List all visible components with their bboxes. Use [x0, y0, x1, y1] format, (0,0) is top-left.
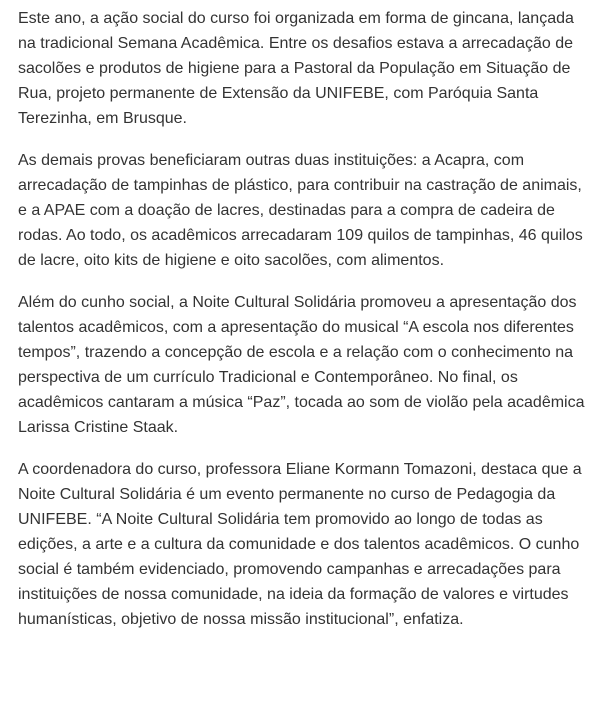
text-line: UNIFEBE. “A Noite Cultural Solidária tem promovido ao longo de todas as — [18, 511, 543, 528]
text-line: instituições de nossa comunidade, na ideia da formação de valores e virtudes — [18, 586, 569, 603]
text-line: Rua, projeto permanente de Extensão da UNIFEBE, com Paróquia Santa — [18, 85, 539, 102]
text-line: tempos”, trazendo a concepção de escola e a relação com o conhecimento na — [18, 344, 573, 361]
text-line: acadêmicos cantaram a música “Paz”, tocada ao som de violão pela acadêmica — [18, 394, 585, 411]
text-line: social é também evidenciado, promovendo campanhas e arrecadações para — [18, 561, 561, 578]
text-line: Terezinha, em Brusque. — [18, 110, 187, 127]
text-line: Além do cunho social, a Noite Cultural Solidária promoveu a apresentação dos — [18, 294, 577, 311]
text-line: sacolões e produtos de higiene para a Pastoral da População em Situação de — [18, 60, 571, 77]
text-line: As demais provas beneficiaram outras duas instituições: a Acapra, com — [18, 152, 525, 169]
text-line: humanísticas, objetivo de nossa missão institucional”, enfatiza. — [18, 611, 464, 628]
text-line: edições, a arte e a cultura da comunidade e dos talentos acadêmicos. O cunho — [18, 536, 580, 553]
paragraph-other-institutions — [18, 148, 600, 273]
text-line: na tradicional Semana Acadêmica. Entre os desafios estava a arrecadação de — [18, 35, 573, 52]
text-line: Noite Cultural Solidária é um evento permanente no curso de Pedagogia da — [18, 486, 556, 503]
text-line: arrecadação de tampinhas de plástico, para contribuir na castração de animais, — [18, 177, 582, 194]
text-line: perspectiva de um currículo Tradicional e Contemporâneo. No final, os — [18, 369, 518, 386]
article-body — [18, 0, 600, 649]
text-line: Este ano, a ação social do curso foi organizada em forma de gincana, lançada — [18, 10, 574, 27]
text-line: A coordenadora do curso, professora Eliane Kormann Tomazoni, destaca que a — [18, 461, 582, 478]
text-line: rodas. Ao todo, os acadêmicos arrecadaram 109 quilos de tampinhas, 46 quilos — [18, 227, 583, 244]
paragraph-social-action — [18, 6, 600, 131]
paragraph-cultural-night — [18, 290, 600, 440]
text-line: e a APAE com a doação de lacres, destinadas para a compra de cadeira de — [18, 202, 555, 219]
paragraph-coordinator-quote — [18, 457, 600, 632]
text-line: Larissa Cristine Staak. — [18, 419, 179, 436]
text-line: de lacre, oito kits de higiene e oito sacolões, com alimentos. — [18, 252, 445, 269]
text-line: talentos acadêmicos, com a apresentação do musical “A escola nos diferentes — [18, 319, 574, 336]
